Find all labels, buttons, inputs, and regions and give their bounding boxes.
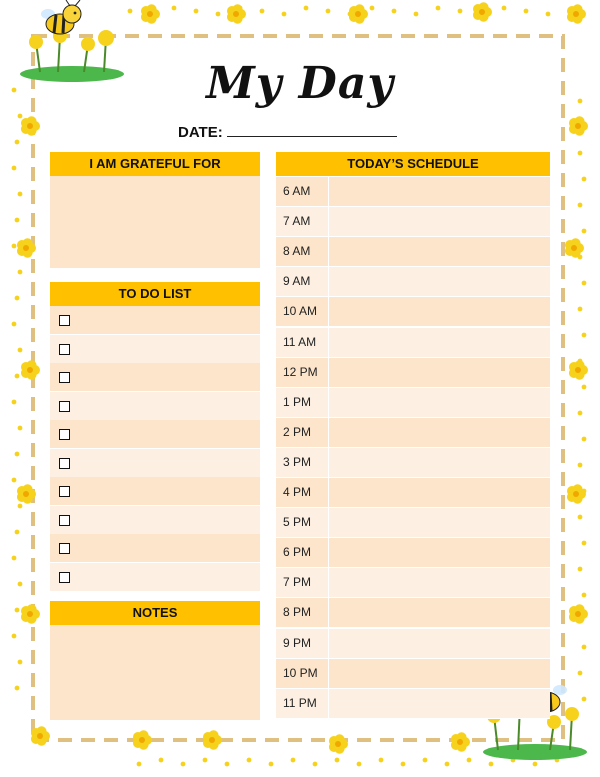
dot-decoration [15, 218, 20, 223]
schedule-row [276, 207, 550, 237]
schedule-time: 8 PM [276, 598, 329, 627]
schedule-time: 10 PM [276, 659, 329, 688]
schedule-header: TODAY’S SCHEDULE [276, 152, 550, 176]
schedule-time: 11 PM [276, 689, 329, 718]
schedule-slot[interactable] [330, 629, 550, 658]
schedule-row [276, 598, 550, 628]
checkbox-icon[interactable] [59, 372, 70, 383]
list-item[interactable] [50, 363, 260, 391]
dot-decoration [392, 9, 397, 14]
flower-icon [567, 4, 586, 24]
flower-icon [17, 484, 36, 504]
schedule-row [276, 177, 550, 207]
dot-decoration [225, 762, 230, 767]
dot-decoration [489, 762, 494, 767]
flower-icon [567, 484, 586, 504]
dot-decoration [578, 619, 583, 624]
checkbox-icon[interactable] [59, 543, 70, 554]
dot-decoration [282, 12, 287, 17]
dot-decoration [18, 348, 23, 353]
dot-decoration [12, 244, 17, 249]
flower-icon [329, 734, 348, 754]
schedule-slot[interactable] [330, 418, 550, 447]
notes-header: NOTES [50, 601, 260, 625]
schedule-slot[interactable] [330, 508, 550, 537]
dot-decoration [238, 6, 243, 11]
schedule-time: 2 PM [276, 418, 329, 447]
dot-decoration [467, 758, 472, 763]
flower-icon [133, 730, 152, 750]
date-field [178, 122, 397, 141]
schedule-row [276, 508, 550, 538]
dot-decoration [578, 411, 583, 416]
list-item[interactable] [50, 477, 260, 505]
schedule-slot[interactable] [330, 478, 550, 507]
dot-decoration [436, 6, 441, 11]
dot-decoration [12, 400, 17, 405]
checkbox-icon[interactable] [59, 344, 70, 355]
flower-icon [227, 4, 246, 24]
dot-decoration [15, 140, 20, 145]
list-item[interactable] [50, 306, 260, 334]
dot-decoration [578, 151, 583, 156]
checkbox-icon[interactable] [59, 315, 70, 326]
dot-decoration [582, 593, 587, 598]
dot-decoration [326, 9, 331, 14]
dot-decoration [15, 296, 20, 301]
schedule-slot[interactable] [330, 598, 550, 627]
flower-icon [451, 732, 470, 752]
schedule-slot[interactable] [330, 297, 550, 326]
dot-decoration [502, 6, 507, 11]
dot-decoration [414, 12, 419, 17]
dot-decoration [578, 515, 583, 520]
flower-icon [141, 4, 160, 24]
bee-icon [41, 0, 81, 34]
schedule-row [276, 478, 550, 508]
dot-decoration [582, 333, 587, 338]
dot-decoration [291, 758, 296, 763]
schedule-time: 7 PM [276, 568, 329, 597]
dot-decoration [181, 762, 186, 767]
schedule-row [276, 267, 550, 297]
dot-decoration [582, 645, 587, 650]
dot-decoration [159, 758, 164, 763]
dot-decoration [582, 437, 587, 442]
dot-decoration [423, 758, 428, 763]
dot-decoration [370, 6, 375, 11]
dot-decoration [480, 12, 485, 17]
checkbox-icon[interactable] [59, 401, 70, 412]
dot-decoration [18, 426, 23, 431]
dot-decoration [15, 608, 20, 613]
schedule-row [276, 237, 550, 267]
flower-icon [569, 604, 588, 624]
dot-decoration [555, 758, 560, 763]
dot-decoration [313, 762, 318, 767]
dot-decoration [128, 9, 133, 14]
dot-decoration [203, 758, 208, 763]
schedule-slot[interactable] [330, 448, 550, 477]
date-line[interactable] [227, 122, 397, 137]
dot-decoration [18, 192, 23, 197]
date-label: DATE: [178, 124, 223, 141]
schedule-row [276, 689, 550, 719]
schedule-row [276, 659, 550, 689]
schedule-time: 4 PM [276, 478, 329, 507]
dot-decoration [533, 762, 538, 767]
dot-decoration [260, 9, 265, 14]
schedule-row [276, 297, 550, 327]
schedule-slot[interactable] [330, 177, 550, 206]
schedule-slot[interactable] [330, 207, 550, 236]
flower-icon [203, 730, 222, 750]
dot-decoration [18, 504, 23, 509]
dot-decoration [18, 270, 23, 275]
dot-decoration [15, 452, 20, 457]
list-item[interactable] [50, 420, 260, 448]
dot-decoration [511, 758, 516, 763]
flower-icon [473, 2, 492, 22]
flower-icon [569, 360, 588, 380]
dot-decoration [12, 322, 17, 327]
dot-decoration [578, 463, 583, 468]
dot-decoration [269, 762, 274, 767]
schedule-time: 6 PM [276, 538, 329, 567]
list-item[interactable] [50, 335, 260, 363]
flower-icon [565, 238, 584, 258]
schedule-time: 12 PM [276, 358, 329, 387]
schedule-time: 11 AM [276, 328, 329, 357]
dot-decoration [582, 489, 587, 494]
dot-decoration [578, 255, 583, 260]
dot-decoration [247, 758, 252, 763]
list-item[interactable] [50, 563, 260, 591]
dot-decoration [357, 762, 362, 767]
schedule-time: 9 PM [276, 629, 329, 658]
checkbox-icon[interactable] [59, 515, 70, 526]
schedule-time: 3 PM [276, 448, 329, 477]
dot-decoration [216, 12, 221, 17]
dot-decoration [578, 307, 583, 312]
grateful-box[interactable] [50, 176, 260, 268]
dot-decoration [12, 634, 17, 639]
dot-decoration [12, 166, 17, 171]
list-item[interactable] [50, 534, 260, 562]
schedule-time: 5 PM [276, 508, 329, 537]
dot-decoration [401, 762, 406, 767]
dot-decoration [578, 203, 583, 208]
flower-icon [569, 116, 588, 136]
checkbox-icon[interactable] [59, 572, 70, 583]
schedule-row [276, 388, 550, 418]
checkbox-icon[interactable] [59, 429, 70, 440]
schedule-time: 10 AM [276, 297, 329, 326]
schedule-row [276, 568, 550, 598]
flower-icon [349, 4, 368, 24]
schedule-row [276, 448, 550, 478]
dot-decoration [524, 9, 529, 14]
todo-header: TO DO LIST [50, 282, 260, 306]
dot-decoration [582, 281, 587, 286]
dot-decoration [335, 758, 340, 763]
schedule-row [276, 538, 550, 568]
schedule-slot[interactable] [330, 328, 550, 357]
flower-icon [17, 238, 36, 258]
schedule-slot[interactable] [330, 538, 550, 567]
schedule-time: 8 AM [276, 237, 329, 266]
dot-decoration [348, 12, 353, 17]
schedule-slot[interactable] [330, 568, 550, 597]
dot-decoration [582, 541, 587, 546]
dot-decoration [546, 12, 551, 17]
dot-decoration [18, 582, 23, 587]
dot-decoration [15, 530, 20, 535]
dot-decoration [12, 478, 17, 483]
flower-icon [21, 116, 40, 136]
flower-icon [21, 360, 40, 380]
dot-decoration [15, 686, 20, 691]
dot-decoration [12, 556, 17, 561]
schedule-slot[interactable] [330, 267, 550, 296]
dot-decoration [582, 697, 587, 702]
dot-decoration [304, 6, 309, 11]
schedule-row [276, 358, 550, 388]
dot-decoration [150, 12, 155, 17]
checkbox-icon[interactable] [59, 486, 70, 497]
schedule-row [276, 629, 550, 659]
dot-decoration [582, 385, 587, 390]
dot-decoration [18, 660, 23, 665]
dot-decoration [582, 125, 587, 130]
checkbox-icon[interactable] [59, 458, 70, 469]
list-item[interactable] [50, 449, 260, 477]
dot-decoration [578, 671, 583, 676]
list-item[interactable] [50, 506, 260, 534]
schedule-row [276, 418, 550, 448]
schedule-time: 9 AM [276, 267, 329, 296]
schedule-slot[interactable] [330, 237, 550, 266]
list-item[interactable] [50, 392, 260, 420]
schedule-time: 7 AM [276, 207, 329, 236]
dot-decoration [582, 229, 587, 234]
notes-box[interactable] [50, 625, 260, 720]
dot-decoration [582, 177, 587, 182]
dot-decoration [137, 762, 142, 767]
flower-icon [21, 604, 40, 624]
schedule-row [276, 328, 550, 358]
dot-decoration [194, 9, 199, 14]
schedule-time: 1 PM [276, 388, 329, 417]
page-title: My Day [206, 58, 394, 109]
dot-decoration [15, 374, 20, 379]
flower-icon [31, 726, 50, 746]
schedule-slot[interactable] [330, 358, 550, 387]
dot-decoration [578, 359, 583, 364]
dot-decoration [578, 567, 583, 572]
grateful-header: I AM GRATEFUL FOR [50, 152, 260, 176]
schedule-slot[interactable] [330, 388, 550, 417]
dot-decoration [458, 9, 463, 14]
dot-decoration [172, 6, 177, 11]
dot-decoration [445, 762, 450, 767]
dot-decoration [18, 114, 23, 119]
dot-decoration [379, 758, 384, 763]
schedule-time: 6 AM [276, 177, 329, 206]
schedule-slot[interactable] [330, 689, 550, 718]
schedule-slot[interactable] [330, 659, 550, 688]
